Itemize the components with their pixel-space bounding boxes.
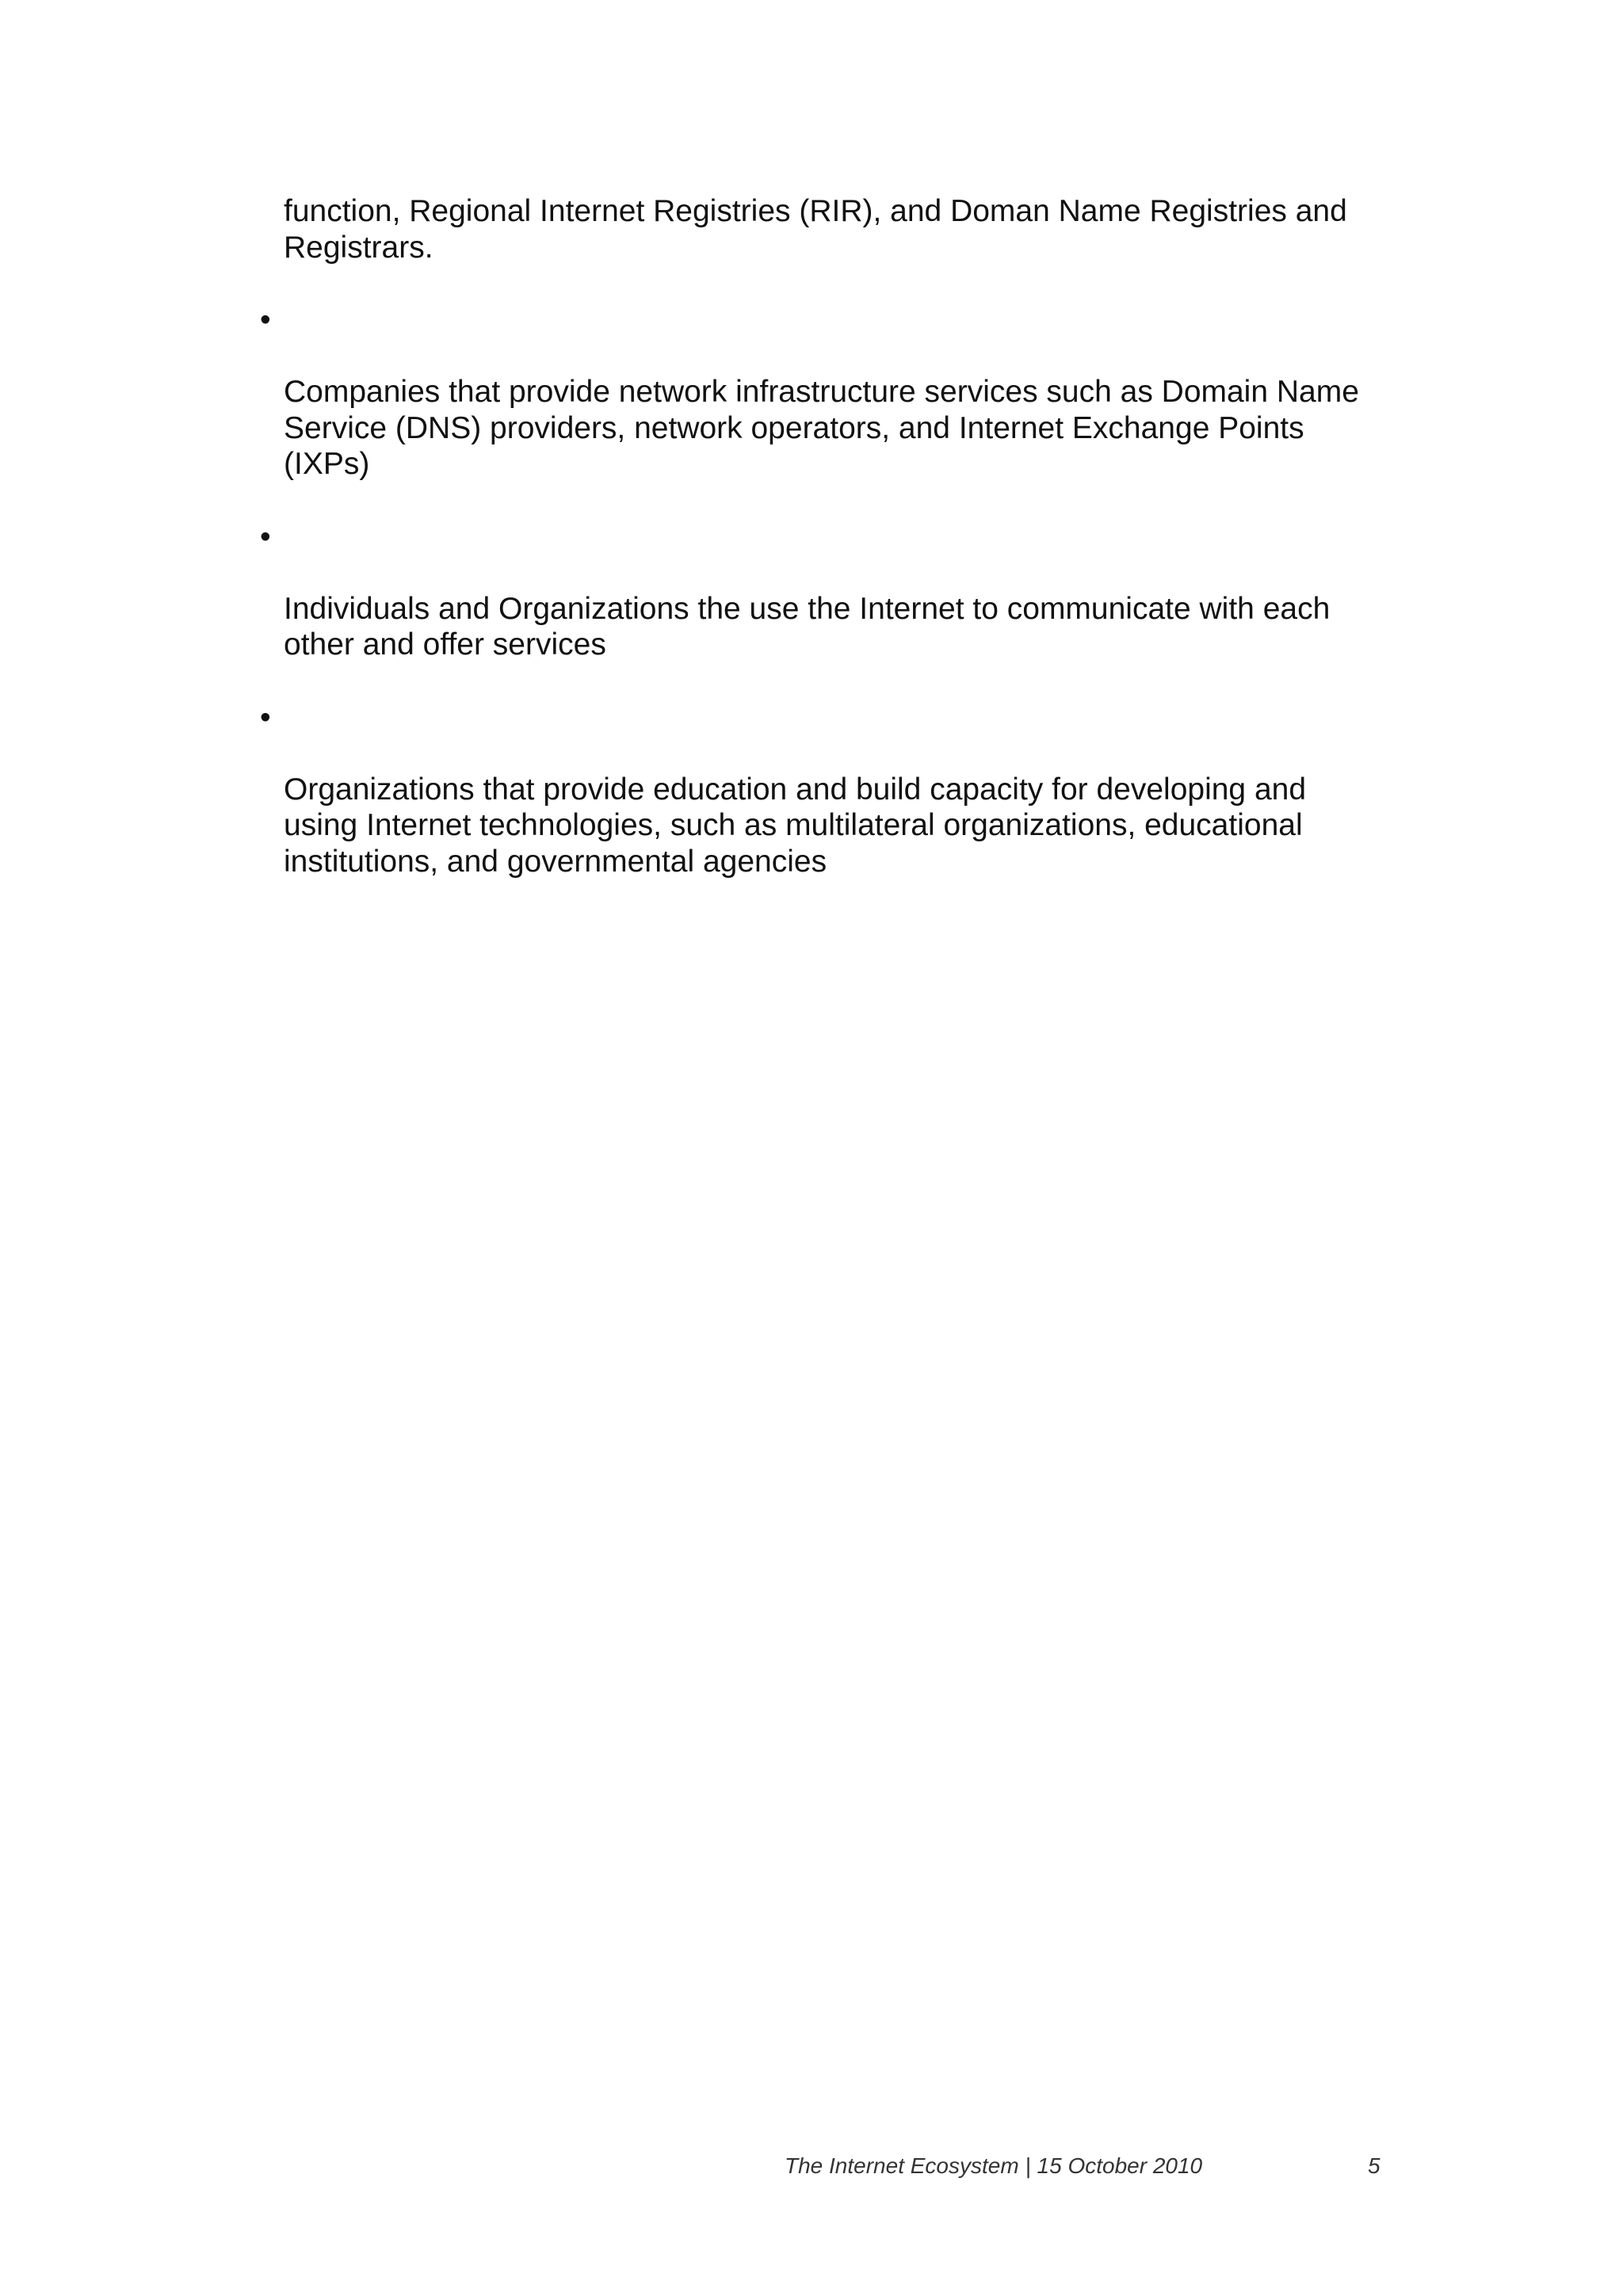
continuation-paragraph: function, Regional Internet Registries (RIR), and Doman Name Registries and Registrars. bbox=[284, 194, 1347, 265]
page-footer bbox=[0, 2150, 1623, 2182]
bullet-item-education-capacity bbox=[260, 700, 1393, 880]
bullet-icon: • bbox=[260, 519, 271, 554]
bullet-item-network-infrastructure bbox=[260, 302, 1393, 482]
bullet-text: Companies that provide network infrastructure services such as Domain Name Service (DNS) providers, network operators, and Internet Exchange Points (IXPs) bbox=[284, 375, 1359, 481]
bullet-item-individuals-organizations bbox=[260, 519, 1393, 663]
page-body bbox=[260, 193, 1393, 916]
bullet-text: Individuals and Organizations the use the Internet to communicate with each other and offer services bbox=[284, 591, 1331, 662]
bullet-icon: • bbox=[260, 700, 271, 734]
footer-title: The Internet Ecosystem | 15 October 2010 bbox=[785, 2153, 1203, 2178]
bullet-icon: • bbox=[260, 303, 271, 337]
bullet-list bbox=[260, 302, 1393, 879]
bullet-text: Organizations that provide education and build capacity for developing and using Internet technologies, such as multilateral organizations, educational institutions, and governmental agencies bbox=[284, 772, 1307, 879]
page-number: 5 bbox=[1368, 2153, 1381, 2178]
